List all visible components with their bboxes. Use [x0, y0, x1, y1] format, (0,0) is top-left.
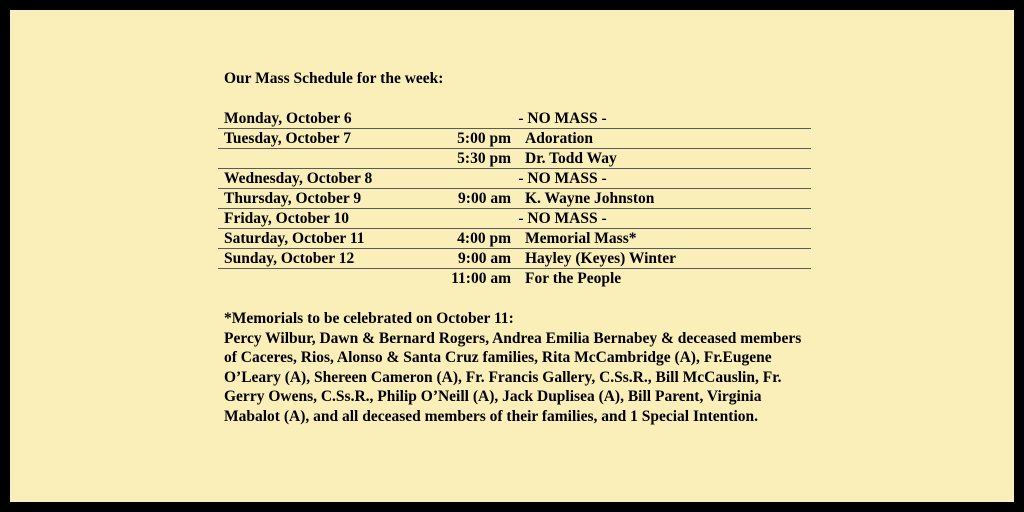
bulletin-content — [224, 69, 814, 427]
schedule-row — [218, 269, 811, 289]
schedule-intention: For the People — [525, 270, 622, 287]
spacer — [224, 89, 814, 109]
schedule-row — [218, 109, 811, 129]
schedule-row — [218, 249, 811, 269]
schedule-day: Tuesday, October 7 — [218, 129, 424, 149]
schedule-row — [218, 169, 811, 189]
schedule-row — [218, 129, 811, 149]
schedule-time: 5:00 pm — [424, 129, 511, 149]
memorials-section — [224, 309, 804, 427]
schedule-day — [218, 149, 424, 169]
schedule-time: 9:00 am — [424, 249, 511, 269]
column-gap — [511, 249, 525, 269]
column-gap — [511, 269, 525, 289]
no-mass-label: - NO MASS - — [424, 109, 811, 129]
schedule-intention: Hayley (Keyes) Winter — [525, 249, 811, 269]
schedule-row — [218, 209, 811, 229]
schedule-time: 9:00 am — [424, 189, 511, 209]
schedule-intention: Adoration — [525, 129, 811, 149]
schedule-row — [218, 149, 811, 169]
schedule-time: 5:30 pm — [424, 149, 511, 169]
mass-schedule-table — [218, 109, 811, 288]
memorials-text: Percy Wilbur, Dawn & Bernard Rogers, Andrea Emilia Bernabey & deceased members of Caceres, Rios, Alonso & Santa Cruz families, Rita McCambridge (A), Fr.Eugene O’Leary (A), Shereen Cameron (A), Fr. Francis Gallery, C.Ss.R., Bill McCauslin, Fr. Gerry Owens, C.Ss.R., Philip O’Neill (A), Jack Duplisea (A), Bill Parent, Virginia Mabalot (A), and all deceased members of their families, and 1 Special Intention. — [224, 329, 802, 425]
schedule-time: 11:00 am — [451, 270, 511, 287]
schedule-row — [218, 229, 811, 249]
memorials-heading: *Memorials to be celebrated on October 11: — [224, 310, 514, 327]
no-mass-label: - NO MASS - — [424, 169, 811, 189]
column-gap — [511, 129, 525, 149]
schedule-intention: K. Wayne Johnston — [525, 189, 811, 209]
bulletin-panel — [10, 10, 1014, 502]
column-gap — [511, 229, 525, 249]
schedule-day — [218, 269, 424, 289]
schedule-day: Saturday, October 11 — [218, 229, 424, 249]
schedule-day: Monday, October 6 — [218, 109, 424, 129]
schedule-intention: Dr. Todd Way — [525, 149, 811, 169]
schedule-title: Our Mass Schedule for the week: — [224, 70, 444, 87]
column-gap — [511, 189, 525, 209]
schedule-day: Thursday, October 9 — [218, 189, 424, 209]
schedule-day: Wednesday, October 8 — [218, 169, 424, 189]
schedule-day: Sunday, October 12 — [218, 249, 424, 269]
column-gap — [511, 149, 525, 169]
schedule-day: Friday, October 10 — [218, 209, 424, 229]
schedule-intention: Memorial Mass* — [525, 229, 811, 249]
schedule-time: 4:00 pm — [424, 229, 511, 249]
no-mass-label: - NO MASS - — [424, 209, 811, 229]
schedule-row — [218, 189, 811, 209]
